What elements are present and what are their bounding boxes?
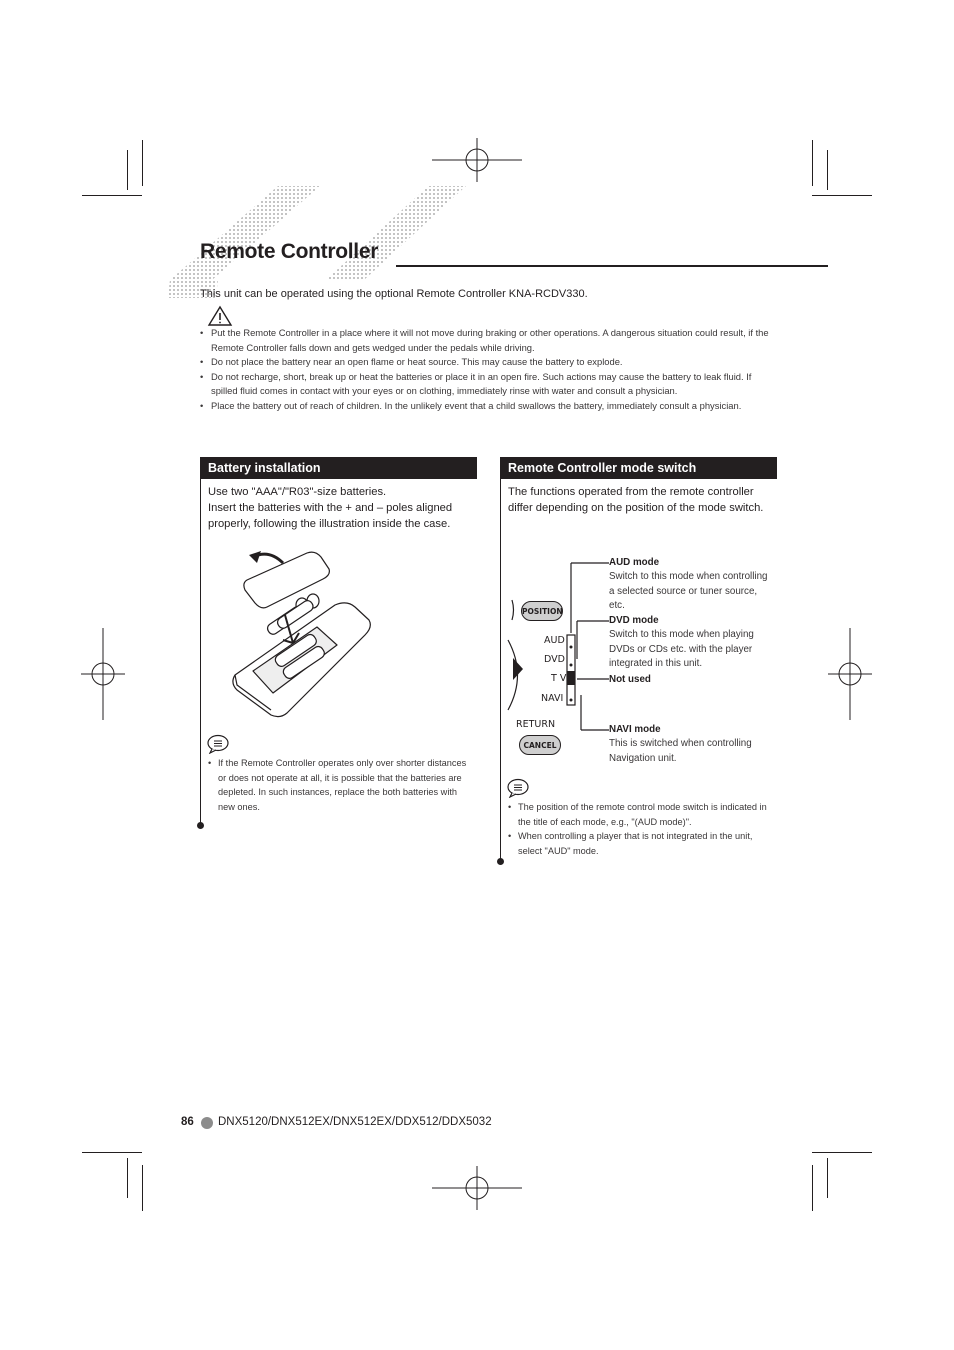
note-item: • If the Remote Controller operates only over shorter distances or does not operate at all, it is possible that the batteries are depleted. In such instances, replace the both batteries with new ones. [208, 756, 473, 814]
position-button[interactable]: POSITION [521, 601, 563, 621]
footer-models: DNX5120/DNX512EX/DNX512EX/DDX512/DDX5032 [218, 1116, 492, 1128]
switch-label-navi: NAVI [541, 693, 564, 704]
aud-mode-title: AUD mode [609, 557, 660, 568]
mode-switch-note-list [508, 800, 773, 858]
battery-instructions [208, 484, 480, 532]
mode-switch-section-heading: Remote Controller mode switch [500, 457, 777, 479]
return-label: RETURN [516, 719, 556, 730]
warning-item: • Do not recharge, short, break up or heat the batteries or place it in an open fire. Such actions may cause the battery to leak fluid. If spilled fluid comes in contact with your eyes or on clothing, immediately rinse with water and consult a physician. [200, 370, 775, 399]
section-end-dot [197, 822, 204, 829]
battery-section-heading: Battery installation [200, 457, 477, 479]
note-item: • The position of the remote control mode switch is indicated in the title of each mode, e.g., "(AUD mode)". [508, 800, 773, 829]
battery-note-list [208, 756, 473, 814]
warning-item: • Put the Remote Controller in a place where it will not move during braking or other operations. A dangerous situation could result, if the Remote Controller falls down and gets wedged under the pedals while driving. [200, 326, 775, 355]
warning-list [200, 326, 775, 414]
battery-line-2: Insert the batteries with the + and – poles aligned properly, following the illustration inside the case. [208, 502, 453, 530]
intro-text: This unit can be operated using the optional Remote Controller KNA-RCDV330. [200, 288, 588, 300]
footer-bullet [201, 1117, 213, 1129]
title-rule [396, 265, 828, 267]
warning-item: • Do not place the battery near an open flame or heat source. This may cause the battery to explode. [200, 355, 775, 370]
navi-mode-title: NAVI mode [609, 724, 661, 735]
aud-mode-description: Switch to this mode when controlling a selected source or tuner source, etc. [609, 571, 768, 611]
battery-line-1: Use two "AAA"/"R03"-size batteries. [208, 486, 387, 498]
remote-battery-illustration [225, 545, 375, 720]
warning-item: • Place the battery out of reach of children. In the unlikely event that a child swallows the battery, immediately consult a physician. [200, 399, 775, 414]
navi-mode-description: This is switched when controlling Navigation unit. [609, 738, 752, 764]
cancel-button[interactable]: CANCEL [519, 735, 561, 755]
tv-mode-title: Not used [609, 674, 651, 685]
mode-switch-section-rule [500, 479, 501, 861]
note-item: • When controlling a player that is not integrated in the unit, select "AUD" mode. [508, 829, 773, 858]
dvd-mode-title: DVD mode [609, 615, 659, 626]
note-icon [206, 734, 230, 754]
page-number: 86 [181, 1116, 194, 1128]
dvd-mode-description: Switch to this mode when playing DVDs or CDs etc. with the player integrated in this unit. [609, 629, 754, 669]
warning-icon [207, 305, 233, 327]
note-icon [506, 778, 530, 798]
page-title: Remote Controller [200, 240, 379, 263]
section-end-dot [497, 858, 504, 865]
battery-section-rule [200, 479, 201, 825]
mode-switch-text: The functions operated from the remote controller differ depending on the position of the mode switch. [508, 486, 764, 514]
switch-label-tv: T V [551, 673, 567, 684]
switch-label-dvd: DVD [544, 654, 565, 665]
switch-label-aud: AUD [544, 635, 565, 646]
